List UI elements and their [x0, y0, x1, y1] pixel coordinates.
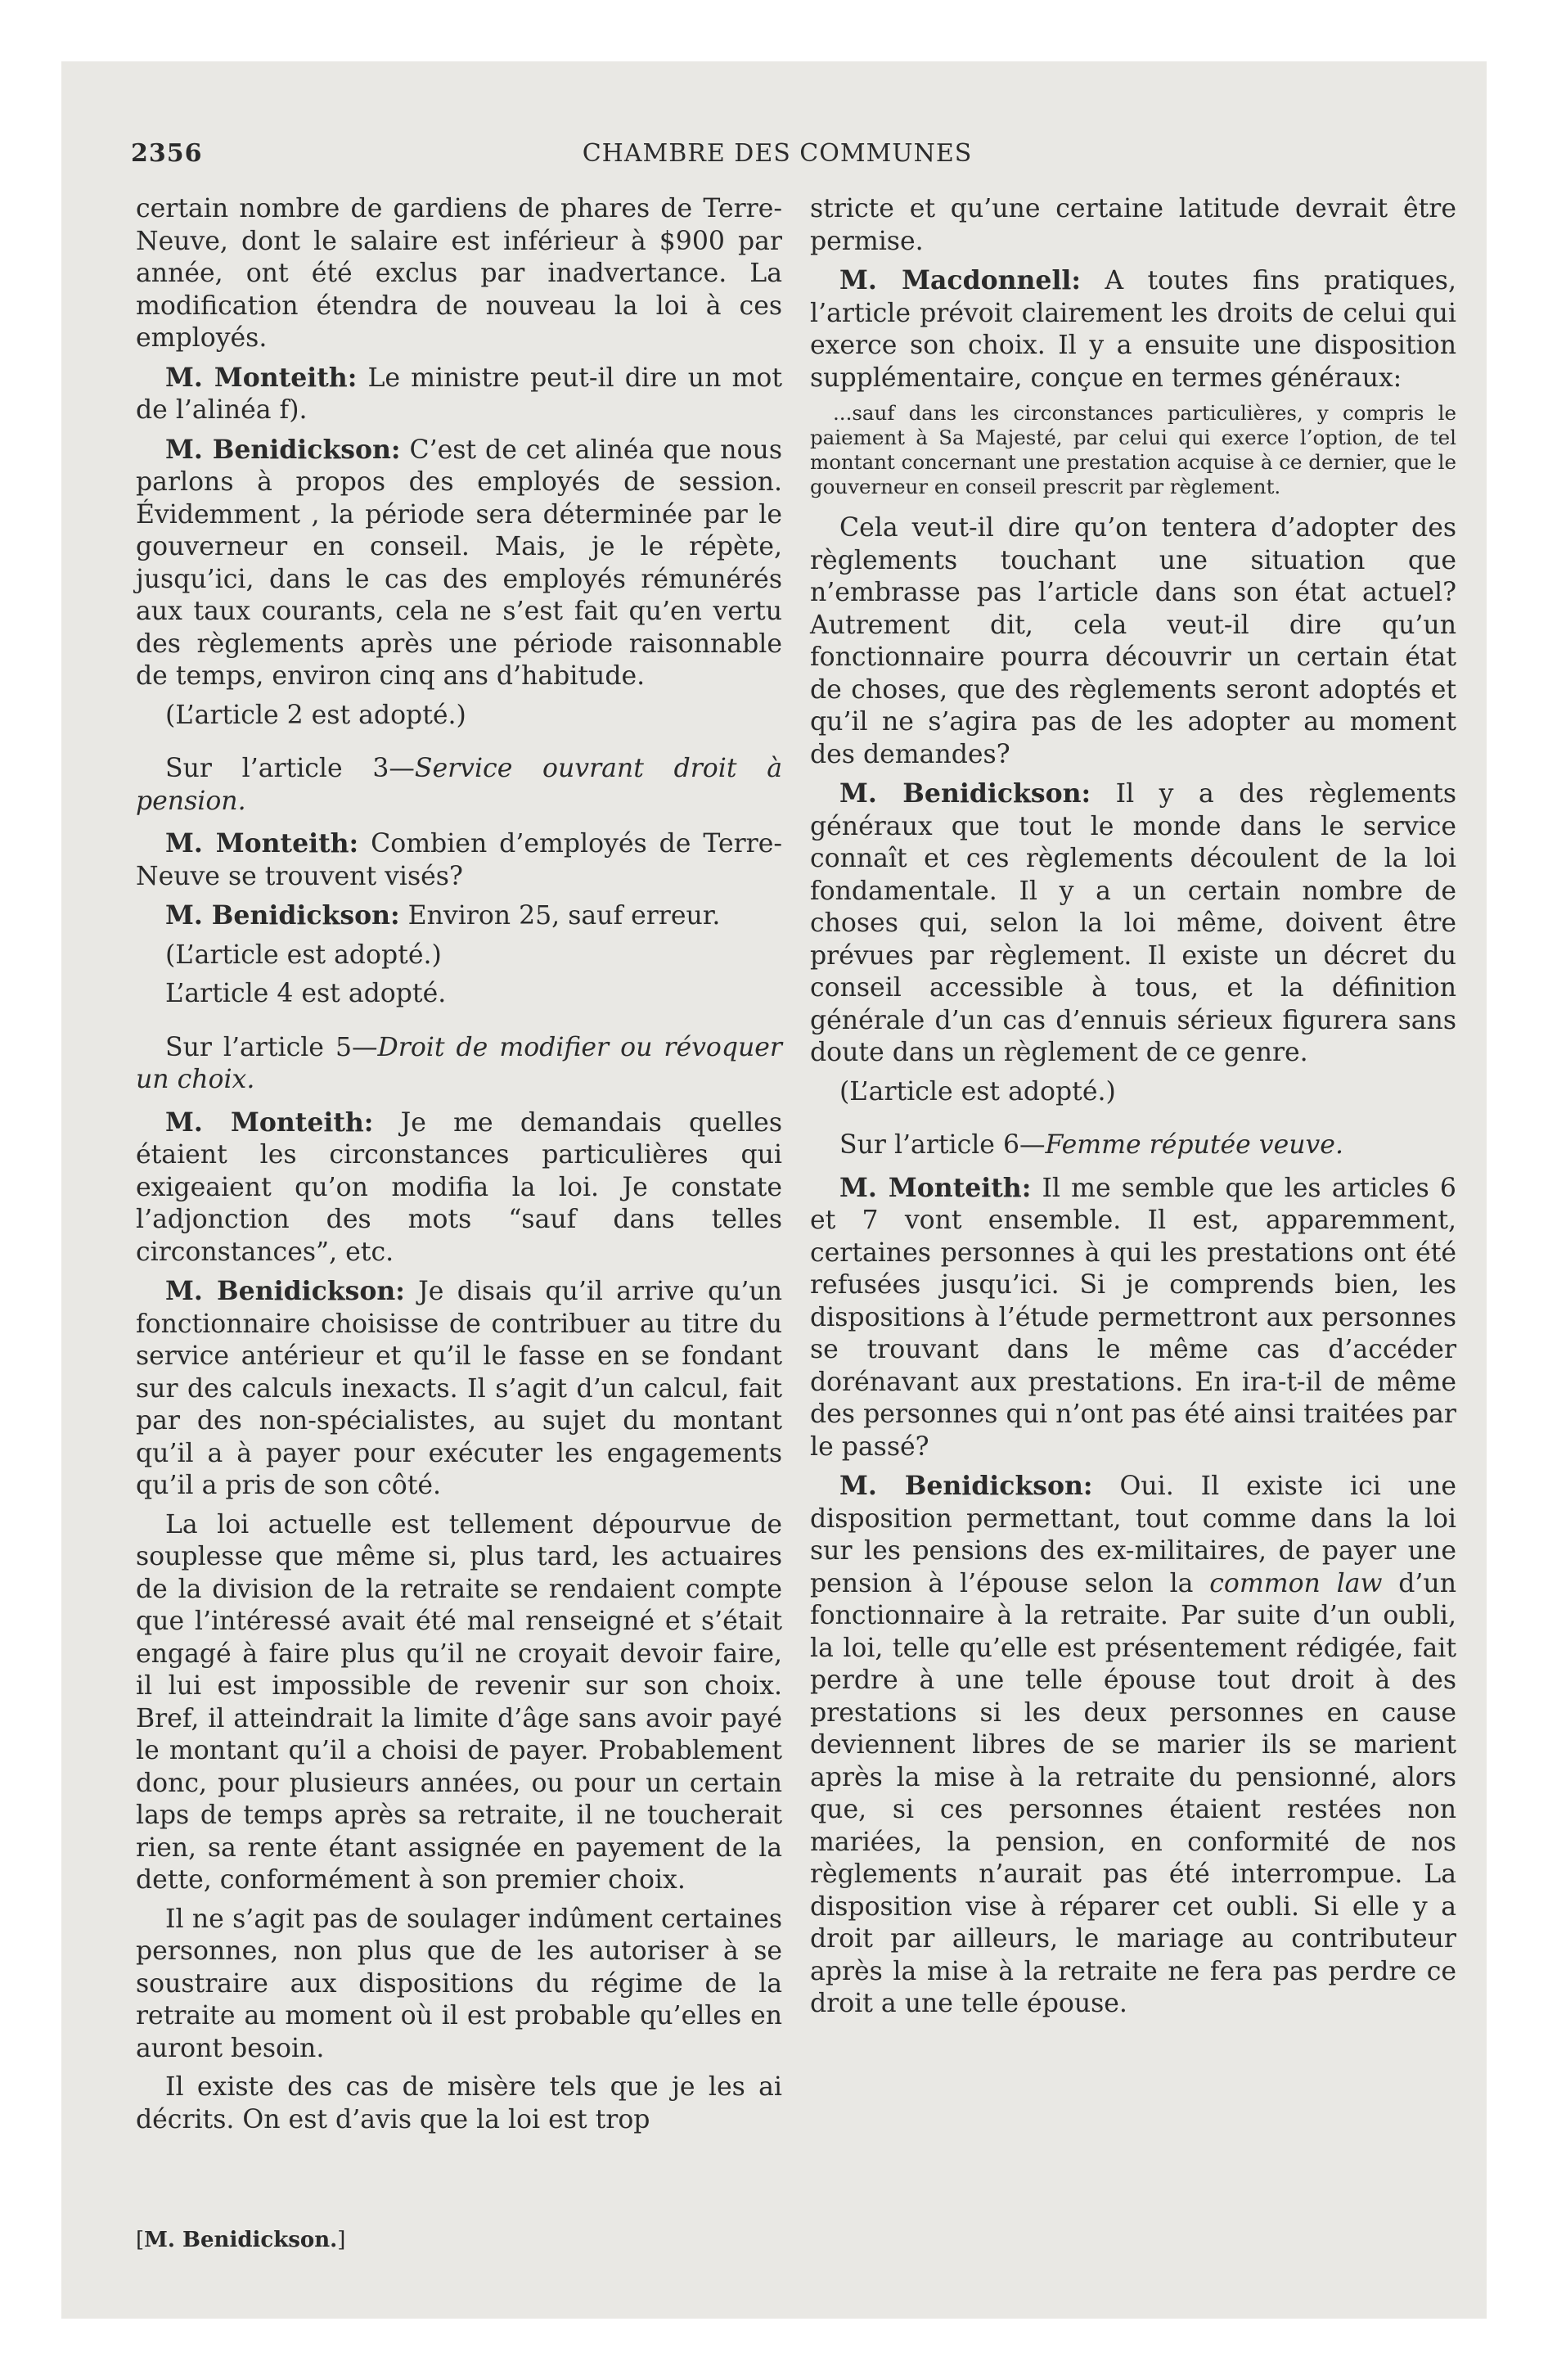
speech [136, 434, 782, 693]
clause-title: Service ouvrant droit à pension. [136, 754, 782, 816]
speech-text: Il me semble que les articles 6 et 7 vont ensemble. Il est, apparemment, certaines personnes à qui les prestations ont été refusées jusqu’ici. Si je comprends bien, les dispositions à l’étude permettront aux personnes se trouvant dans le même cas d’accéder dorénavant aux prestations. En ira-t-il de même des personnes qui n’ont pas été ainsi traitées par le passé? [810, 1173, 1456, 1462]
speech-text: d’un fonctionnaire à la retraite. Par suite d’un oubli, la loi, telle qu’elle est présentement rédigée, fait perdre à une telle épouse tout droit à des prestations si les deux personnes en cause deviennent libres de se marier ils se marient après la mise à la retraite du pensionné, alors que, si ces personnes étaient restées non mariées, la pension, en conformité de nos règlements n’aurait pas été interrompue. La disposition vise à réparer cet oubli. Si elle y a droit par ailleurs, le mariage au contributeur après la mise à la retraite ne fera pas perdre ce droit a une telle épouse. [810, 1568, 1456, 2018]
clause-heading [810, 1129, 1456, 1162]
speech-text: Je disais qu’il arrive qu’un fonctionnaire choisisse de contribuer au titre du service antérieur et qu’il le fasse en se fondant sur des calculs inexacts. Il s’agit d’un calcul, fait par des non-spécialistes, au sujet du montant qu’il a à payer pour exécuter les engagements qu’il a pris de son côté. [136, 1277, 782, 1500]
speech [136, 827, 782, 893]
speech-text: Environ 25, sauf erreur. [399, 901, 721, 931]
speech-text: A toutes fins pratiques, l’article prévoit clairement les droits de celui qui exerce son choix. Il y a ensuite une disposition supplémentaire, conçue en termes généraux: [810, 266, 1456, 393]
page-title: CHAMBRE DES COMMUNES [582, 139, 973, 168]
speech-text: C’est de cet alinéa que nous parlons à propos des employés de session. Évidemment , la période sera déterminée par le gouverneur en conseil. Mais, je le répète, jusqu’ici, dans le cas des employés rémunérés aux taux courants, cela ne s’est fait qu’en vertu des règlements après une période raisonnable de temps, environ cinq ans d’habitude. [136, 435, 782, 691]
speaker: M. Monteith: [165, 1107, 374, 1138]
paragraph: Il existe des cas de misère tels que je les ai décrits. On est d’avis que la loi est trop [136, 2072, 782, 2134]
speaker: M. Monteith: [165, 828, 359, 859]
speaker: M. Monteith: [165, 362, 358, 393]
page-number: 2356 [131, 139, 203, 168]
clause-heading [136, 753, 782, 818]
left-column [136, 193, 782, 2143]
speech [136, 1107, 782, 1269]
paragraph: Il ne s’agit pas de soulager indûment certaines personnes, non plus que de les autoriser à se soustraire aux dispositions du régime de la retraite au moment où il est probable qu’elles en auront besoin. [136, 1904, 782, 2063]
speech [810, 778, 1456, 1070]
speech [810, 1470, 1456, 2021]
speech-text: Combien d’employés de Terre-Neuve se trouvent visés? [136, 829, 782, 891]
signoff-name: M. Benidickson. [144, 2228, 338, 2252]
speaker: M. Monteith: [839, 1172, 1032, 1203]
paragraph: certain nombre de gardiens de phares de Terre-Neuve, dont le salaire est inférieur à $900 par année, ont été exclus par inadvertance. La modification étendra de nouveau la loi à ces employés. [136, 194, 782, 353]
paragraph: Cela veut-il dire qu’on tentera d’adopter des règlements touchant une situation que n’embrasse pas l’article dans son état actuel? Autrement dit, cela veut-il dire qu’un fonctionnaire pourra découvrir un certain état de choses, que des règlements seront adoptés et qu’il ne s’agira pas de les adopter au moment des demandes? [810, 513, 1456, 769]
speaker: M. Benidickson: [165, 434, 401, 465]
speech [136, 899, 782, 933]
speech-text: Le ministre peut-il dire un mot de l’alinéa f). [136, 363, 782, 425]
speaker-signoff [136, 2228, 345, 2252]
paragraph: La loi actuelle est tellement dépourvue de souplesse que même si, plus tard, les actuaires de la division de la retraite se rendaient compte que l’intéressé avait été mal renseigné et s’était engagé à faire plus qu’il ne croyait devoir faire, il lui est impossible de revenir sur son choix. Bref, il atteindrait la limite d’âge sans avoir payé le montant qu’il a choisi de payer. Probablement donc, pour plusieurs années, ou pour un certain laps de temps après sa retraite, il ne toucherait rien, sa rente étant assignée en payement de la dette, conformément à son premier choix. [136, 1509, 782, 1895]
clause-prefix: Sur l’article 5— [165, 1032, 378, 1062]
adoption-note: (L’article 2 est adopté.) [165, 700, 466, 730]
clause-title: Femme réputée veuve. [1045, 1130, 1343, 1160]
adoption-note: (L’article est adopté.) [839, 1076, 1116, 1107]
page-header [131, 139, 1424, 175]
right-column [810, 193, 1456, 2027]
speaker: M. Benidickson: [165, 1276, 405, 1306]
clause-heading [136, 1032, 782, 1097]
speech [810, 1172, 1456, 1464]
speaker: M. Benidickson: [165, 900, 400, 931]
speaker: M. Macdonnell: [839, 265, 1082, 295]
speech [136, 1275, 782, 1503]
speech [810, 264, 1456, 394]
clause-prefix: Sur l’article 3— [165, 754, 415, 783]
paragraph: stricte et qu’une certaine latitude devrait être permise. [810, 194, 1456, 256]
bracket-close: ] [337, 2228, 346, 2252]
bracket-open: [ [136, 2228, 145, 2252]
clause-prefix: Sur l’article 6— [839, 1130, 1046, 1160]
adoption-note: (L’article est adopté.) [165, 940, 442, 970]
speech-text: Je me demandais quelles étaient les circonstances particulières qui exigeaient qu’on modifia la loi. Je constate l’adjonction des mots “sauf dans telles circonstances”, etc. [136, 1107, 782, 1267]
quoted-provision: ...sauf dans les circonstances particulières, y compris le paiement à Sa Majesté, par celui qui exerce l’option, de tel montant concernant une prestation acquise à ce dernier, que le gouverneur en conseil prescrit par règlement. [810, 401, 1456, 498]
speech [136, 362, 782, 427]
clause-title: Droit de modifier ou révoquer un choix. [136, 1032, 782, 1094]
adoption-note: L’article 4 est adopté. [165, 979, 447, 1008]
speaker: M. Benidickson: [839, 1471, 1093, 1501]
speech-text: Oui. Il existe ici une disposition permettant, tout comme dans la loi sur les pensions des ex-militaires, de payer une pension à l’épouse selon la [810, 1472, 1456, 1598]
speech-text: Il y a des règlements généraux que tout le monde dans le service connaît et ces règlements découlent de la loi fondamentale. Il y a un certain nombre de choses qui, selon la loi même, doivent être prévues par règlement. Il existe un décret du conseil accessible à tous, et la définition générale d’un cas d’ennuis sérieux figurera sans doute dans un règlement de ce genre. [810, 779, 1456, 1067]
emphasis: common law [1209, 1568, 1383, 1598]
speaker: M. Benidickson: [839, 778, 1091, 809]
